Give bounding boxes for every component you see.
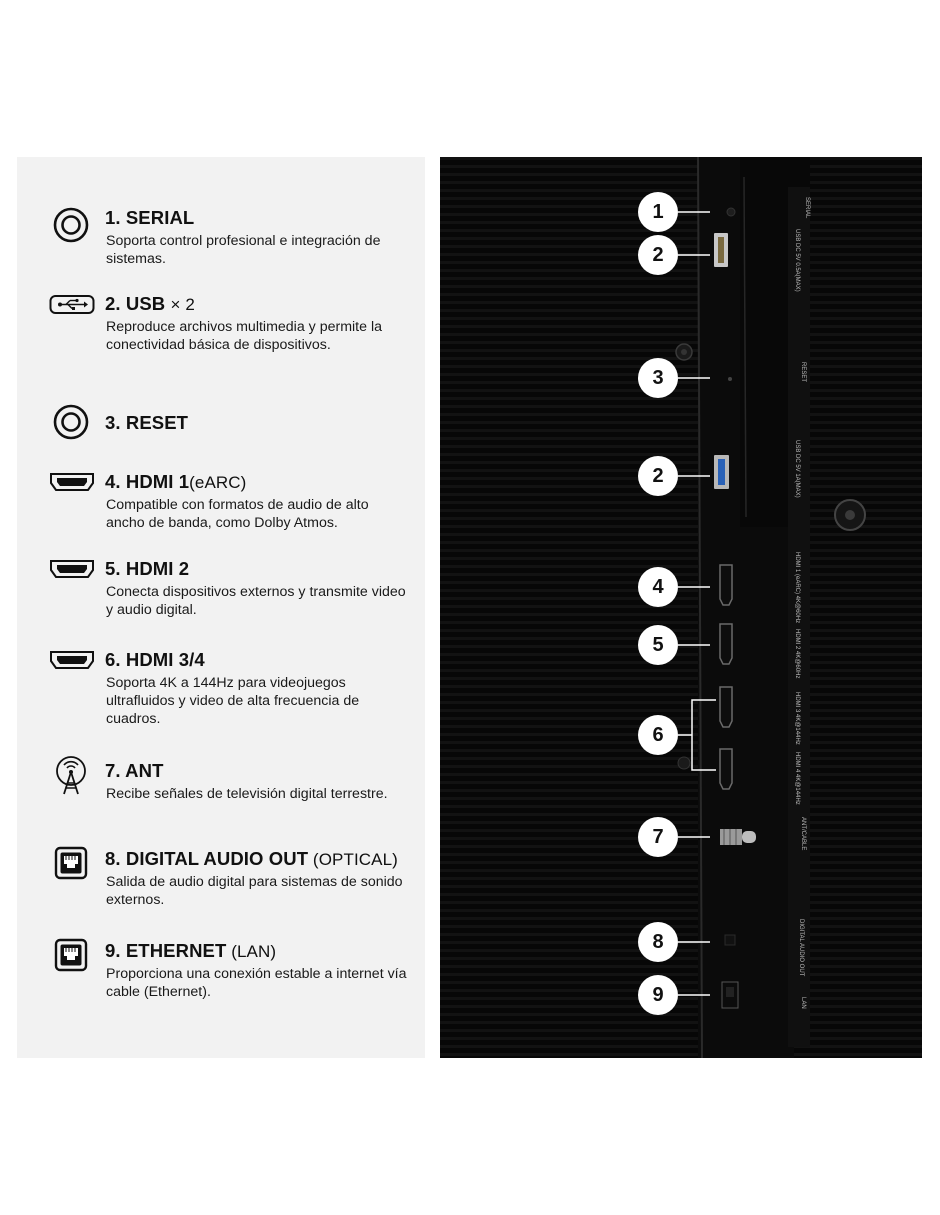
spec-title: 7. ANT — [105, 760, 164, 781]
marker-7: 7 — [638, 817, 678, 857]
hdmi-port-3 — [720, 687, 732, 727]
spec-description: Recibe señales de televisión digital terrestre. — [106, 786, 388, 802]
label-hdmi-3: HDMI 3 4K@144Hz — [794, 692, 800, 745]
label-usb-1: USB DC 5V 0.5A(MAX) — [794, 229, 800, 292]
label-usb-2: USB DC 5V 1A(MAX) — [794, 440, 800, 498]
tv-ports-photo — [440, 157, 922, 1058]
reset-icon — [53, 404, 89, 440]
specs-panel — [17, 157, 425, 1058]
hdmi-icon — [49, 642, 95, 678]
label-lan: LAN — [800, 997, 806, 1009]
serial-port — [727, 208, 735, 216]
spec-title: 5. HDMI 2 — [105, 558, 190, 579]
label-optical: DIGITAL AUDIO OUT — [798, 919, 804, 977]
spec-description: Proporciona una conexión estable a internet vía cable (Ethernet). — [106, 966, 407, 1000]
spec-title: 4. HDMI 1(eARC) — [105, 471, 247, 492]
antenna-icon — [53, 758, 89, 794]
hdmi-port-1 — [720, 565, 732, 605]
spec-title: 3. RESET — [105, 412, 189, 433]
spec-description: Salida de audio digital para sistemas de sonido externos. — [106, 874, 403, 908]
spec-title: 2. USB × 2 — [105, 293, 195, 314]
optical-port-icon — [53, 845, 89, 881]
reset-port — [728, 377, 732, 381]
hdmi-port-4 — [720, 749, 732, 789]
spec-description: Soporta control profesional e integración de sistemas. — [106, 233, 381, 267]
antenna-connector — [720, 829, 756, 845]
marker-6: 6 — [638, 715, 678, 755]
spec-title: 9. ETHERNET (LAN) — [105, 940, 277, 961]
hdmi-icon — [49, 551, 95, 587]
marker-4: 4 — [638, 567, 678, 607]
marker-3: 3 — [638, 358, 678, 398]
label-hdmi-1: HDMI 1 (eARC) 4K@60Hz — [794, 552, 800, 624]
usb-icon — [49, 287, 95, 323]
label-serial: SERIAL — [804, 197, 810, 219]
label-ant: ANT/CABLE — [800, 817, 806, 851]
spec-title: 6. HDMI 3/4 — [105, 649, 205, 670]
label-hdmi-4: HDMI 4 4K@144Hz — [794, 752, 800, 805]
marker-1: 1 — [638, 192, 678, 232]
spec-title: 8. DIGITAL AUDIO OUT (OPTICAL) — [105, 848, 398, 869]
spec-title: 1. SERIAL — [105, 207, 195, 228]
hdmi-port-2 — [720, 624, 732, 664]
marker-8: 8 — [638, 922, 678, 962]
spec-description: Conecta dispositivos externos y transmite video y audio digital. — [106, 584, 406, 618]
spec-description: Compatible con formatos de audio de alto ancho de banda, como Dolby Atmos. — [106, 497, 369, 531]
serial-port-icon — [53, 207, 89, 243]
spec-description: Reproduce archivos multimedia y permite la conectividad básica de dispositivos. — [106, 319, 382, 353]
label-hdmi-2: HDMI 2 4K@60Hz — [794, 629, 800, 679]
spec-description: Soporta 4K a 144Hz para videojuegos ultrafluidos y video de alta frecuencia de cuadros. — [106, 675, 360, 727]
optical-port — [725, 935, 735, 945]
marker-9: 9 — [638, 975, 678, 1015]
marker-2b: 2 — [638, 456, 678, 496]
hdmi-icon — [49, 464, 95, 500]
marker-5: 5 — [638, 625, 678, 665]
tv-back-panel-illustration — [440, 157, 922, 1058]
ethernet-icon — [53, 937, 89, 973]
label-reset: RESET — [800, 362, 806, 383]
marker-2: 2 — [638, 235, 678, 275]
